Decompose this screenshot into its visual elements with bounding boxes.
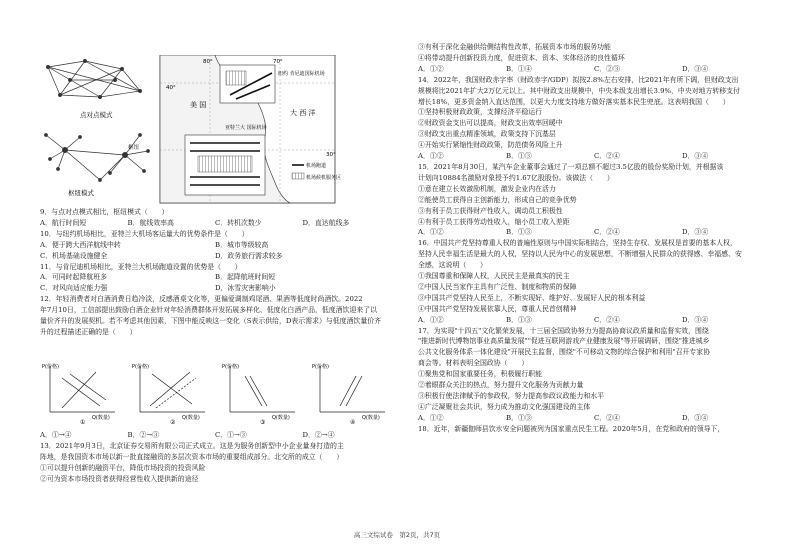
svg-text:80°: 80°: [203, 59, 213, 65]
q10-options-2: [40, 251, 390, 262]
option: B．①③: [506, 413, 532, 422]
q10-options: [40, 240, 390, 251]
q10-stem: 10．与纽约机场相比，亚特兰大机场客运量大的优势条件是（ ）: [40, 229, 249, 238]
q13-line: ①可以提升创新的融资平台，降低市场投资的投资风险: [40, 463, 206, 472]
svg-text:Q(数量): Q(数量): [272, 415, 290, 421]
graph-label: ②: [170, 419, 176, 424]
option: B．②→③: [127, 431, 160, 439]
svg-text:机场跑道: 机场跑道: [306, 163, 327, 169]
q16-line: 全感，这说明（ ）: [418, 261, 487, 270]
option: A．①②: [418, 152, 444, 161]
q12-line: 量价齐升的发展契机。若不考虑其他因素，下图中能反映这一变化（S表示供给，D表示需求）与低度酒饮量价齐: [40, 317, 381, 326]
point-mode-diagram: [46, 59, 141, 98]
svg-text:Q(数量): Q(数量): [92, 415, 110, 421]
q14-options: [418, 151, 770, 162]
q13-options: [418, 64, 770, 75]
option: C．②④: [594, 228, 620, 237]
svg-text:30°: 30°: [326, 152, 336, 158]
q15-line: ①意在建立长效激励机制，激发企业内在活力: [418, 184, 556, 193]
option: B．①④: [506, 64, 532, 73]
q12-options: [40, 430, 390, 441]
q14-line: ③财政支出重点精准领域，政策支持下沉基层: [418, 130, 556, 139]
option: C．转机次数少: [215, 218, 262, 227]
q17-options: [418, 413, 770, 424]
q16-line: 坚持人民幸福生活是最大的人权，坚持以人民为中心的发展思想，不断增强人民群众的获得感、幸福感、安: [418, 250, 742, 259]
q16-line: ①我国尊重和保障人权，人民民主是最真实的民主: [418, 272, 570, 281]
option: A．①→④: [40, 431, 72, 439]
option: D．③④: [682, 64, 709, 73]
graph-4: [320, 366, 385, 412]
graph-1: [50, 366, 115, 412]
option: A．①②: [418, 413, 444, 422]
hub-mode-diagram: [45, 134, 150, 182]
q17-line: ①聚焦党和国家重要任务，积极履行职能: [418, 370, 543, 379]
q12-line: 年7月10日，工信部提出鼓励白酒企业针对年轻消费群体开发拓展多样化、低度化白酒产品，低度酒饮迎来了以: [40, 306, 378, 315]
q11-stem: 11．与肯尼迪机场相比，亚特兰大机场跑道设置的优势是（ ）: [40, 262, 242, 271]
option: D．③④: [682, 228, 709, 237]
option: D．③④: [682, 315, 709, 324]
option: C．对风向适应能力强: [40, 284, 108, 293]
figure-area: [40, 55, 390, 205]
q14-line: 增长18%，更多资金纳入直达范围，以更大力度支持地方做好落实基本民生兜底。这表明我国（ ）: [418, 97, 730, 106]
right-column: [418, 42, 770, 435]
q17-line: 17．为实现"十四五"文化繁荣发展，十三届全国政协努力为提高协商议政质量和监督实效，围绕: [418, 326, 709, 335]
q15-options: [418, 227, 770, 238]
option: A．①②: [418, 315, 444, 324]
svg-text:P(价格): P(价格): [132, 364, 149, 370]
q14-line: ②财政资金支出可以提高，财政支出效率回暖中: [418, 119, 563, 128]
svg-text:Q(数量): Q(数量): [362, 415, 380, 421]
graph-label: ①: [80, 419, 86, 424]
q14-line: ①坚持积极财政政策，支撑经济平稳运行: [418, 108, 543, 117]
q12-line: 12．年轻消费者对白酒消费日趋冷淡，反感酒桌文化等，更偏爱调制鸡尾酒、果酒等低度时尚酒饮。2022: [40, 295, 363, 304]
q15-line: ③有利于员工获得财产性收入，调动员工积极性: [418, 206, 563, 215]
q14-line: ④开始实行紧缩性财政政策，防范债务风险上升: [418, 141, 563, 150]
q9-stem: 9．与点对点模式相比，枢纽模式（ ）: [40, 208, 169, 216]
q13-line: 13．2021年9月3日，北京证券交易所有限公司正式成立。这是为服务创新型中小企业量身打造的主: [40, 441, 344, 450]
svg-text:美 国: 美 国: [190, 101, 207, 109]
q16-line: ④中国共产党坚持发展依靠人民，尊重人民首创精神: [418, 304, 577, 313]
q14-line: 规模将比2021年扩大2万亿元以上。其中财政支出规模中，中央本级支出增长3.9%，中央对地方转移支付: [418, 86, 740, 95]
q17-line: ③积极行使法律赋予的参政权，努力提高参政议政能力和水平: [418, 392, 605, 400]
option: C．②④: [594, 152, 620, 161]
option: D．政务旅行需求较多: [215, 251, 283, 260]
q13-line: 阵地，是我国资本市场以新一批直接融资的多层次资本市场的重要组成部分。北交所的成立（ ）: [40, 452, 344, 461]
graph-label: ③: [260, 419, 266, 424]
q13-line: ④将带动提升创新投资力度，促进资本、资本、实体经济的良性循环: [418, 53, 625, 62]
svg-text:大 西 洋: 大 西 洋: [290, 109, 316, 117]
q12-line: 升的过程描述正确的是（ ）: [40, 327, 137, 336]
svg-text:70°: 70°: [273, 59, 283, 65]
q13-line: ③有利于深化金融供给侧结构性改革，拓展资本市场的服务功能: [418, 43, 611, 51]
us-map: [160, 55, 341, 203]
svg-text:纽约 肯尼迪国际机场: 纽约 肯尼迪国际机场: [278, 71, 325, 77]
point-mode-label: 点对点模式: [80, 111, 113, 119]
option: A．便于跨大西洋航线中转: [40, 240, 121, 249]
option: C．①→③: [215, 431, 247, 439]
q16-options: [418, 315, 770, 326]
option: C．②③: [594, 64, 620, 73]
option: D．冰雪灾害影响小: [215, 284, 276, 293]
option: C．②④: [594, 413, 620, 422]
q15-line: ④有利于员工获得劳动性收入，缩小员工收入差距: [418, 217, 570, 226]
option: A．①②: [418, 64, 444, 73]
q17-line: "推进新时代博物馆事业高质量发展""促进互联网游戏产业健康发展"等开展调研，围绕"推进城乡: [418, 337, 710, 346]
q18-line: 18．近年，新疆伽师县饮水安全问题被列为国家重点民生工程。2020年5月，在党和政府的领导下，: [418, 424, 725, 433]
q16-line: ②中国人民当家作主具有广泛性、制度和物质的保障: [418, 282, 577, 291]
option: D．③④: [682, 152, 709, 161]
figure-svg: [40, 55, 390, 205]
svg-text:亚特兰大 国际机场: 亚特兰大 国际机场: [225, 125, 267, 131]
svg-text:P(价格): P(价格): [222, 364, 239, 370]
left-column: [40, 207, 390, 338]
q9-options: [40, 218, 390, 229]
option: C．机场基础设施健全: [40, 251, 108, 260]
option: C．②④: [594, 315, 620, 324]
q11-options-2: [40, 283, 390, 294]
q13-line: ②可为资本市场投资者获得经营性收入提供新的途径: [40, 474, 199, 483]
q16-line: 16．中国共产党坚持尊重人权的普遍性原则与中国实际相结合，坚持生存权、发展权是首要的基本人权，: [418, 239, 737, 248]
svg-text:Q(数量): Q(数量): [182, 415, 200, 421]
q15-line: 计划向10884名激励对象授予约1.67亿股股份。该做法（ ）: [418, 173, 614, 182]
svg-text:40°: 40°: [166, 85, 176, 91]
svg-text:P(价格): P(价格): [312, 364, 329, 370]
q15-line: ②能使员工获得自主创新能力，形成自己的竞争优势: [418, 195, 577, 204]
option: B．①③: [506, 315, 532, 324]
q15-line: 15．2021年8月30日，某汽车企业董事会通过了一项总额不超过3.5亿股的股份奖励计划，并根据该: [418, 162, 724, 171]
option: A．航行时间短: [40, 218, 87, 227]
hub-label: 枢纽: [128, 145, 140, 151]
option: D．②→④: [302, 431, 335, 439]
option: A．可同时起降航班多: [40, 273, 107, 282]
svg-text:机场候机服务区: 机场候机服务区: [306, 175, 342, 181]
option: B．①③: [506, 228, 532, 237]
option: B．航线效率高: [127, 218, 174, 227]
page-footer: 高三文综试卷 第2页，共7页: [353, 531, 441, 539]
graph-3: [230, 366, 295, 412]
svg-text:P(价格): P(价格): [42, 364, 59, 370]
hub-mode-label: 枢纽模式: [68, 189, 94, 197]
q17-line: 商会等。材料表明全国政协（ ）: [418, 359, 529, 368]
q11-options: [40, 272, 390, 283]
graph-2: [140, 366, 205, 412]
option: B．①③: [506, 152, 532, 161]
option: B．起降航班时间短: [215, 273, 276, 282]
q14-line: 14．2022年，我国财政赤字率（财政赤字/GDP）拟按2.8%左右安排，比2021年有所下调，但财政支出: [418, 75, 739, 84]
q16-line: ③中国共产党坚持人民至上，不断实现好、维护好、发展好人民的根本利益: [418, 293, 646, 302]
option: D．直达航线多: [302, 218, 350, 227]
option: B．城市等级较高: [215, 240, 269, 249]
q17-line: ②着眼群众关注的热点，努力提升文化服务为贡献力量: [418, 381, 584, 390]
left-column-bottom: [40, 430, 390, 485]
graph-label: ④: [350, 419, 356, 424]
option: D．③④: [682, 413, 709, 422]
option: A．①②: [418, 228, 444, 237]
supply-demand-graphs: [40, 362, 390, 424]
q17-line: 公共文化服务体系一体化建设"开展民主监督，围绕"不可移动文物的综合保护和利用"召开专家协: [418, 348, 711, 357]
q17-line: ④广泛凝聚社会共识，努力成为推动文化强国建设的主体: [418, 402, 591, 411]
